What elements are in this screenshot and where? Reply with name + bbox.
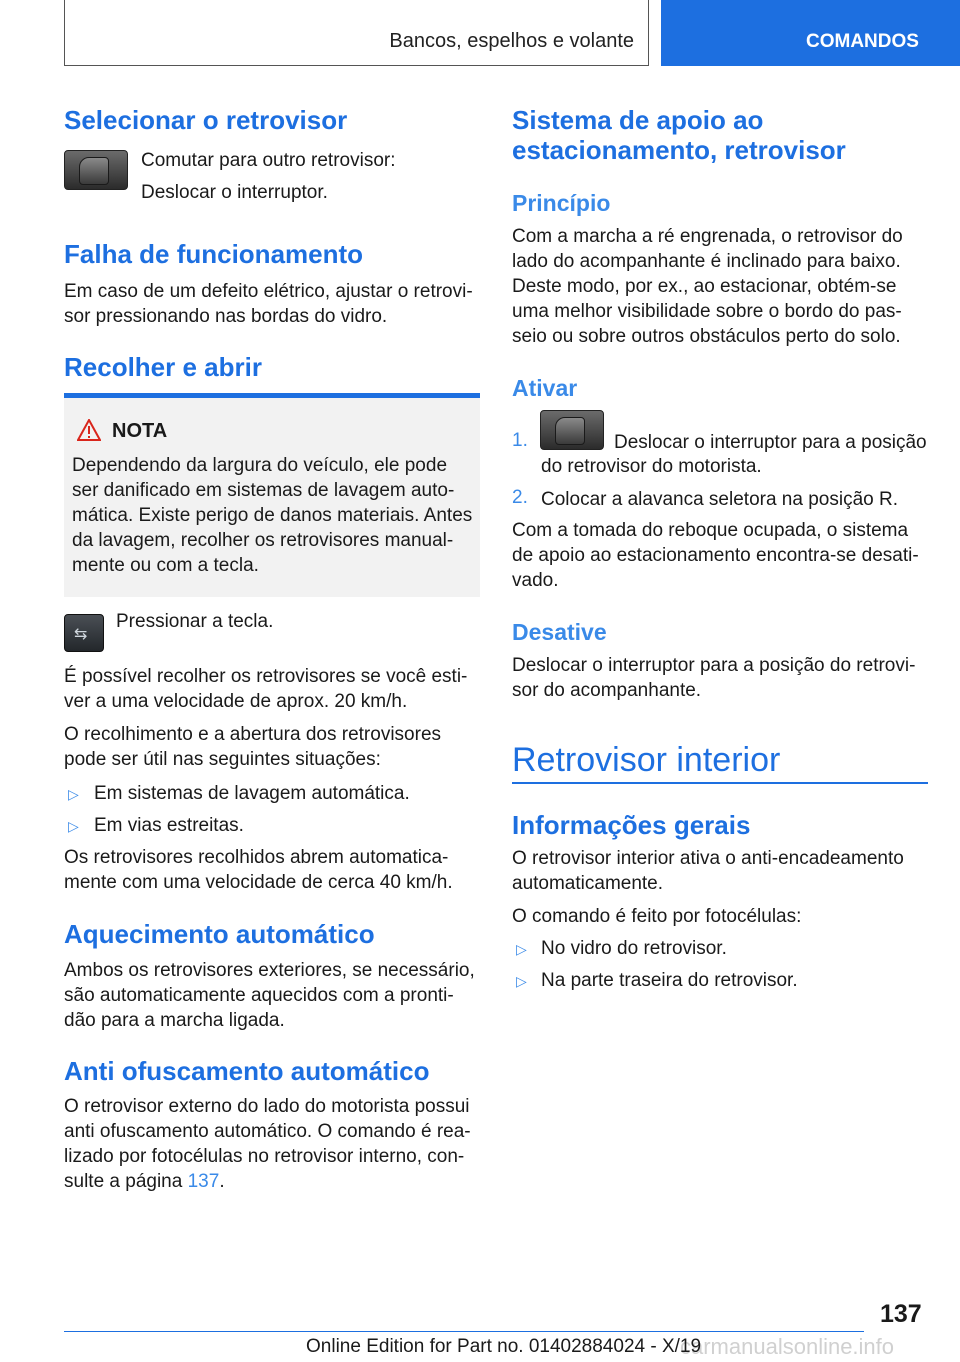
list-item: No vidro do retrovisor.: [541, 938, 727, 959]
chapter-title: COMANDOS: [806, 31, 919, 52]
heading-failure: Falha de funcionamento: [64, 239, 364, 269]
heading-principle: Princípio: [512, 190, 611, 216]
heading-activate: Ativar: [512, 375, 578, 401]
bullet-icon: ▷: [516, 941, 527, 957]
note-text: Dependendo da largura do veículo, ele pode ser danificado em sistemas de lavagem auto- mática. Existe perigo de danos materiais. Antes da lavagem, recolher os retrovisores manual- mente ou com a tecla.: [72, 455, 473, 576]
chapter-tab: [661, 0, 960, 66]
list-item: Em sistemas de lavagem automática.: [94, 783, 410, 804]
mirror-switch-icon: [540, 410, 604, 450]
heating-text: Ambos os retrovisores exteriores, se necessário, são automaticamente aquecidos com a pronti- dão para a marcha ligada.: [64, 960, 475, 1031]
step-number: 2.: [512, 487, 528, 508]
step1-text-a: Deslocar o interruptor para a posição: [614, 432, 927, 453]
note-title: NOTA: [112, 420, 168, 442]
bullet-icon: ▷: [68, 818, 79, 834]
bullet-icon: ▷: [68, 786, 79, 802]
principle-text: Com a marcha a ré engrenada, o retrovisor do lado do acompanhante é inclinado para baixo. Deste modo, por ex., ao estacionar, obtém-se uma melhor visibilidade sobre o bordo do pas- seio ou sobre outros obstáculos perto do solo.: [512, 226, 903, 347]
failure-text: Em caso de um defeito elétrico, ajustar o retrovi- sor pressionando nas bordas do vidro.: [64, 281, 473, 327]
section-rule: [512, 782, 928, 784]
heading-interior-mirror: Retrovisor interior: [512, 741, 781, 779]
list-item: Na parte traseira do retrovisor.: [541, 970, 798, 991]
heading-general-info: Informações gerais: [512, 810, 751, 840]
mirror-switch-icon: [64, 150, 128, 190]
section-title: Bancos, espelhos e volante: [389, 30, 634, 52]
heading-antiglare: Anti ofuscamento automático: [64, 1056, 430, 1086]
step1-text-b: do retrovisor do motorista.: [541, 456, 762, 477]
antiglare-text: O retrovisor externo do lado do motorista possui anti ofuscamento automático. O comando é rea- lizado por fotocélulas no retrovisor interno, con- sulte a página 137.: [64, 1096, 471, 1192]
step2-text: Colocar a alavanca seletora na posição R.: [541, 489, 898, 510]
watermark: carmanualsonline.info: [680, 1334, 895, 1359]
general-text: O retrovisor interior ativa o anti-encadeamento automaticamente.: [512, 848, 904, 894]
note-box: [64, 398, 480, 597]
page-number: 137: [880, 1300, 922, 1328]
heading-heating: Aquecimento automático: [64, 919, 375, 949]
reopen-text: Os retrovisores recolhidos abrem automatica- mente com uma velocidade de cerca 40 km/h.: [64, 847, 453, 893]
running-header: [64, 0, 649, 66]
bullet-icon: ▷: [516, 973, 527, 989]
edition-line: Online Edition for Part no. 01402884024 - X/19: [306, 1336, 702, 1357]
heading-park-assist-1: Sistema de apoio ao: [512, 105, 764, 135]
list-item: Em vias estreitas.: [94, 815, 244, 836]
warning-triangle-icon: [77, 419, 101, 441]
trailer-text: Com a tomada do reboque ocupada, o sistema de apoio ao estacionamento encontra-se desati- vado.: [512, 520, 919, 591]
heading-select-mirror: Selecionar o retrovisor: [64, 105, 348, 135]
page-reference-link[interactable]: 137: [187, 1171, 220, 1192]
mirror-fold-key-icon: ⇆: [64, 614, 104, 652]
heading-fold: Recolher e abrir: [64, 352, 262, 382]
speed-text: É possível recolher os retrovisores se você esti- ver a uma velocidade de aprox. 20 km/h.: [64, 666, 468, 712]
select-text: Comutar para outro retrovisor: Deslocar o interruptor.: [141, 150, 396, 203]
useful-text: O recolhimento e a abertura dos retrovisores pode ser útil nas seguintes situações:: [64, 724, 442, 770]
heading-park-assist-2: estacionamento, retrovisor: [512, 135, 846, 165]
press-key-text: Pressionar a tecla.: [116, 611, 274, 632]
heading-deactivate: Desative: [512, 619, 607, 645]
footer-rule: [64, 1331, 864, 1332]
photocell-intro: O comando é feito por fotocélulas:: [512, 906, 802, 927]
deactivate-text: Deslocar o interruptor para a posição do retrovi- sor do acompanhante.: [512, 655, 916, 701]
step-number: 1.: [512, 430, 528, 451]
